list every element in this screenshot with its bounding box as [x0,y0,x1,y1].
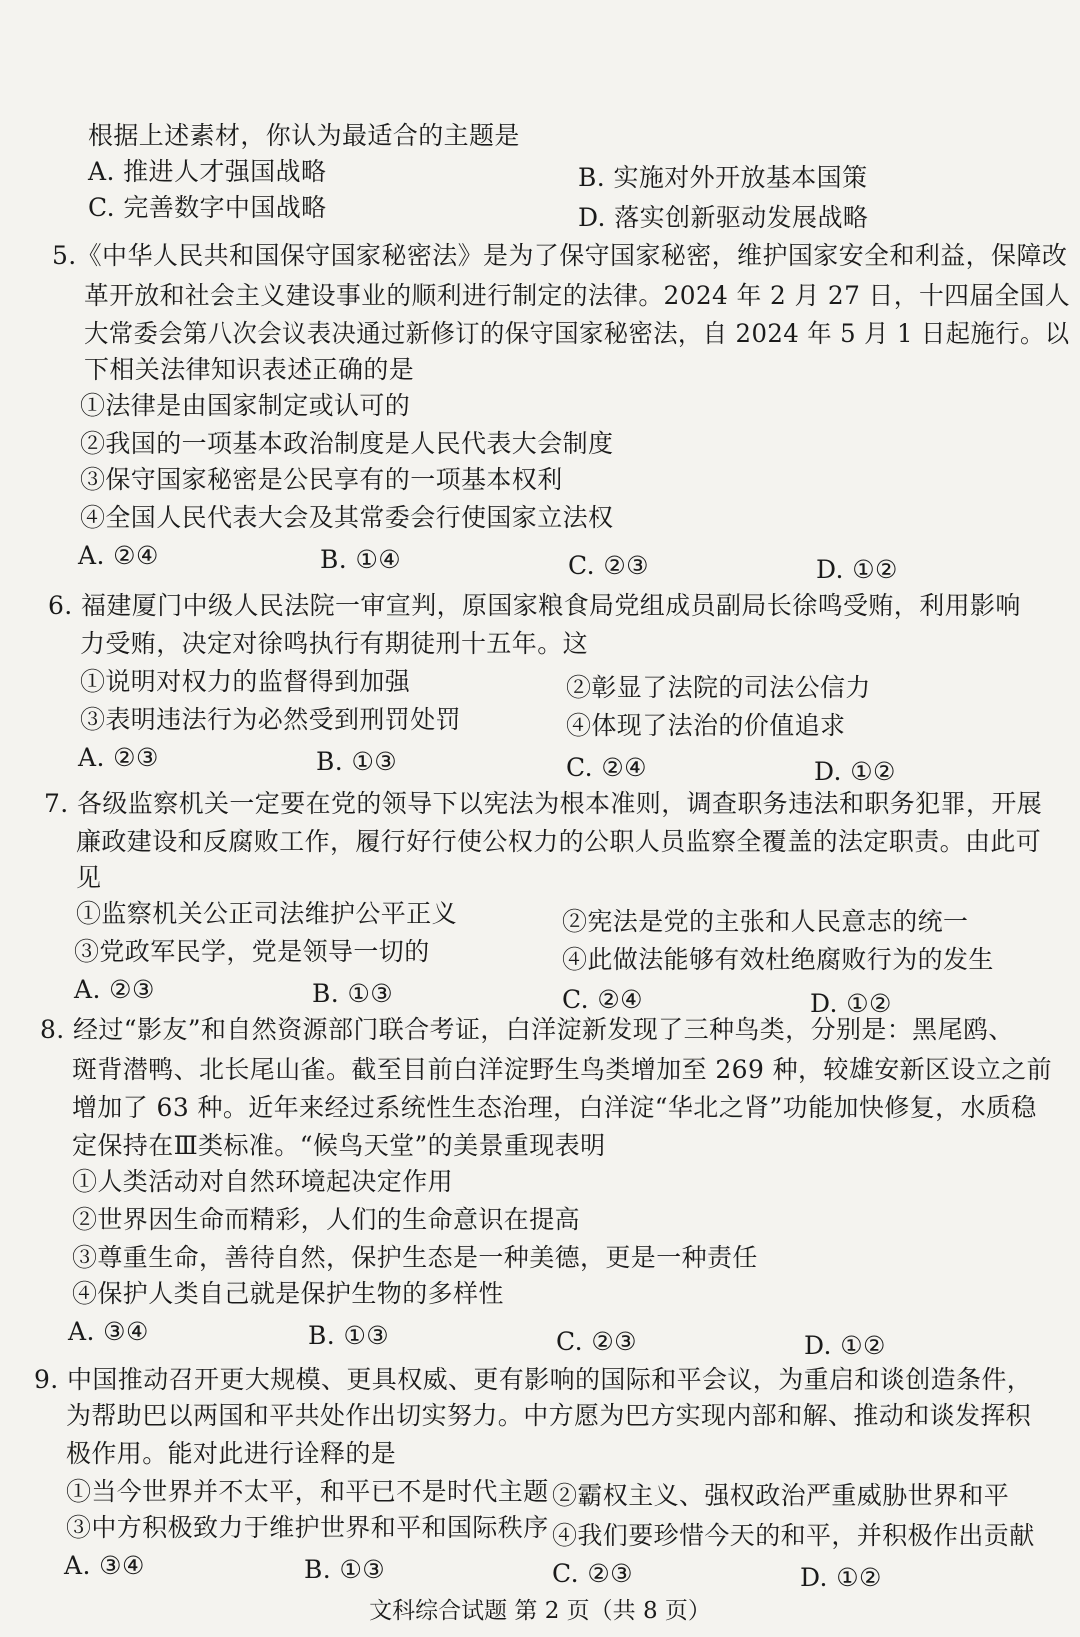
q4-option-b: B. 实施对外开放基本国策 [578,163,868,192]
q9-line-2: 为帮助巴以两国和平共处作出切实努力。中方愿为巴方实现内部和解、推动和谈发挥积 [66,1401,1032,1430]
q8-statement-3: ③尊重生命，善待自然，保护生态是一种美德，更是一种责任 [72,1243,758,1272]
q9-statement-3: ③中方积极致力于维护世界和平和国际秩序 [66,1513,549,1542]
q4-option-a: A. 推进人才强国战略 [88,157,327,186]
q9-line-1: 9. 中国推动召开更大规模、更具权威、更有影响的国际和平会议，为重启和谈创造条件， [34,1365,1033,1394]
q5-line-3: 大常委会第八次会议表决通过新修订的保守国家秘密法，自 2024 年 5 月 1 日起施行。以 [84,319,1070,348]
q8-line-1: 8. 经过“影友”和自然资源部门联合考证，白洋淀新发现了三种鸟类，分别是：黑尾鸥、 [40,1015,1014,1044]
q7-statement-2: ②宪法是党的主张和人民意志的统一 [562,907,969,936]
q9-option-b: B. ①③ [304,1555,386,1584]
q4-stem: 根据上述素材，你认为最适合的主题是 [88,121,520,150]
q6-statement-3: ③表明违法行为必然受到刑罚处罚 [80,705,462,734]
q8-line-2: 斑背潜鸭、北长尾山雀。截至目前白洋淀野生鸟类增加至 269 种，较雄安新区设立之前 [72,1055,1053,1084]
q7-option-c: C. ②④ [562,985,643,1014]
q9-statement-4: ④我们要珍惜今天的和平，并积极作出贡献 [552,1521,1035,1550]
q7-line-1: 7. 各级监察机关一定要在党的领导下以宪法为根本准则，调查职务违法和职务犯罪，开展 [44,789,1043,818]
q9-statement-2: ②霸权主义、强权政治严重威胁世界和平 [552,1481,1010,1510]
q6-line-1: 6. 福建厦门中级人民法院一审宣判，原国家粮食局党组成员副局长徐鸣受贿，利用影响 [48,591,1021,620]
q8-line-4: 定保持在Ⅲ类标准。“候鸟天堂”的美景重现表明 [72,1131,606,1160]
q6-option-b: B. ①③ [316,747,398,776]
q7-statement-3: ③党政军民学，党是领导一切的 [74,937,430,966]
q8-option-d: D. ①② [804,1331,886,1360]
q5-line-4: 下相关法律知识表述正确的是 [84,355,415,384]
q6-option-c: C. ②④ [566,753,647,782]
page-footer: 文科综合试题 第 2 页（共 8 页） [369,1598,711,1624]
q9-option-c: C. ②③ [552,1559,633,1588]
q5-statement-4: ④全国人民代表大会及其常委会行使国家立法权 [80,503,614,532]
q6-statement-2: ②彰显了法院的司法公信力 [566,673,871,702]
q4-option-d: D. 落实创新驱动发展战略 [578,203,869,232]
q8-option-b: B. ①③ [308,1321,390,1350]
q5-line-1: 5.《中华人民共和国保守国家秘密法》是为了保守国家秘密，维护国家安全和利益，保障改 [52,241,1068,270]
q6-line-2: 力受贿，决定对徐鸣执行有期徒刑十五年。这 [80,629,589,658]
q8-statement-1: ①人类活动对自然环境起决定作用 [72,1167,454,1196]
q6-statement-1: ①说明对权力的监督得到加强 [80,667,411,696]
q5-statement-1: ①法律是由国家制定或认可的 [80,391,411,420]
q7-option-b: B. ①③ [312,979,394,1008]
q7-statement-4: ④此做法能够有效杜绝腐败行为的发生 [562,945,994,974]
q6-option-a: A. ②③ [78,743,159,772]
q9-line-3: 极作用。能对此进行诠释的是 [66,1439,397,1468]
q7-option-a: A. ②③ [74,975,155,1004]
q7-line-2: 廉政建设和反腐败工作，履行好行使公权力的公职人员监察全覆盖的法定职责。由此可 [76,827,1042,856]
q6-statement-4: ④体现了法治的价值追求 [566,711,846,740]
q5-statement-3: ③保守国家秘密是公民享有的一项基本权利 [80,465,563,494]
q9-option-a: A. ③④ [64,1551,145,1580]
q8-option-c: C. ②③ [556,1327,637,1356]
q6-option-d: D. ①② [814,757,896,786]
q5-option-a: A. ②④ [78,541,159,570]
q8-statement-2: ②世界因生命而精彩，人们的生命意识在提高 [72,1205,581,1234]
q8-line-3: 增加了 63 种。近年来经过系统性生态治理，白洋淀“华北之肾”功能加快修复，水质稳 [72,1093,1037,1122]
q4-option-c: C. 完善数字中国战略 [88,193,327,222]
q7-statement-1: ①监察机关公正司法维护公平正义 [76,899,458,928]
q9-statement-1: ①当今世界并不太平，和平已不是时代主题 [66,1477,549,1506]
q8-statement-4: ④保护人类自己就是保护生物的多样性 [72,1279,504,1308]
q8-option-a: A. ③④ [68,1317,149,1346]
q7-line-3: 见 [76,863,102,892]
q5-statement-2: ②我国的一项基本政治制度是人民代表大会制度 [80,429,614,458]
q9-option-d: D. ①② [800,1563,882,1592]
q5-option-c: C. ②③ [568,551,649,580]
q7-option-d: D. ①② [810,989,892,1018]
q5-line-2: 革开放和社会主义建设事业的顺利进行制定的法律。2024 年 2 月 27 日，十四届全国人 [84,281,1071,310]
q5-option-b: B. ①④ [320,545,402,574]
q5-option-d: D. ①② [816,555,898,584]
